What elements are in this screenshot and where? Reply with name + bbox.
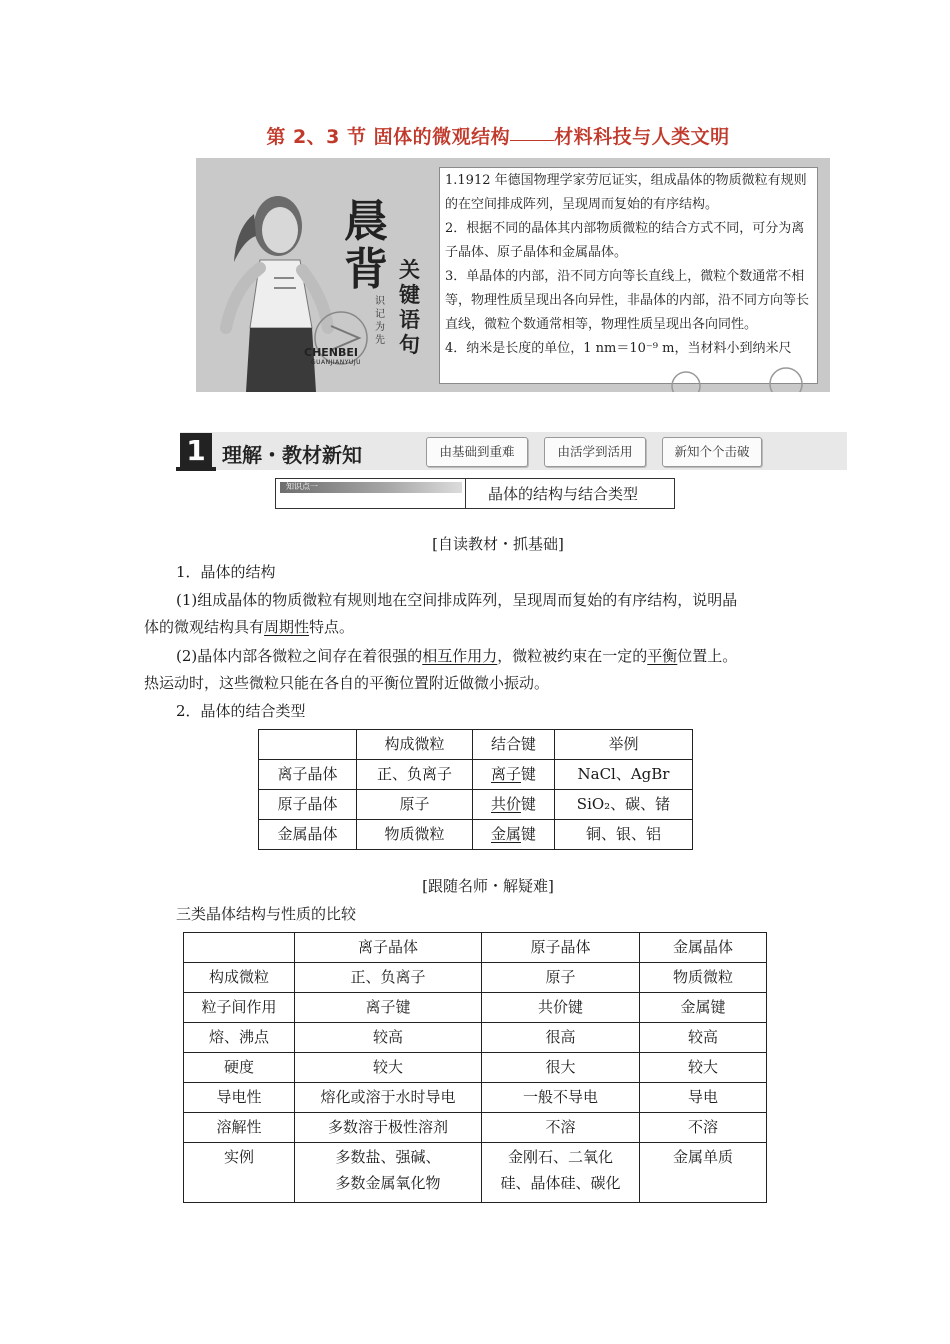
table-cell: 导电性 xyxy=(184,1083,295,1113)
table-header-cell: 离子晶体 xyxy=(295,933,482,963)
title-left: 第 2、3 节 固体的微观结构 xyxy=(266,126,511,148)
knowledge-tag xyxy=(280,482,462,493)
section-number: 1 xyxy=(180,433,212,469)
table-cell: 原子 xyxy=(357,790,473,820)
paragraph-2-line-2: 热运动时，这些微粒只能在各自的平衡位置附近做微小振动。 xyxy=(144,674,550,692)
page-title xyxy=(0,122,950,149)
table-cell: SiO₂、碳、锗 xyxy=(555,790,693,820)
table-cell: 多数溶于极性溶剂 xyxy=(295,1113,482,1143)
table-cell xyxy=(482,1143,640,1203)
table-cell: 构成微粒 xyxy=(184,963,295,993)
paragraph-2-line-1 xyxy=(176,646,737,666)
big-char-1: 晨 xyxy=(344,196,388,247)
table-row xyxy=(184,1053,767,1083)
small-char-3: 语 xyxy=(399,308,420,332)
table-row xyxy=(184,1113,767,1143)
cell-line: 硅、晶体硅、碳化 xyxy=(500,1174,621,1192)
table-header-cell: 结合键 xyxy=(473,730,555,760)
cell-line: 金刚石、二氧化 xyxy=(507,1148,613,1166)
table-cell: 较高 xyxy=(295,1023,482,1053)
table-cell: 熔化或溶于水时导电 xyxy=(295,1083,482,1113)
table-cell: NaCl、AgBr xyxy=(555,760,693,790)
table-header-cell xyxy=(184,933,295,963)
pill-break-through[interactable]: 新知个个击破 xyxy=(662,437,762,467)
section-title: 理解・教材新知 xyxy=(222,443,362,467)
brand-text: CHENBEI xyxy=(304,346,358,359)
table-cell: 较大 xyxy=(640,1053,767,1083)
table-row xyxy=(259,790,693,820)
brand-subtext: GUANJIANYUJU xyxy=(311,359,361,366)
table-cell: 物质微粒 xyxy=(640,963,767,993)
section-2-heading: 2．晶体的结合类型 xyxy=(176,702,306,720)
text-span: (2)晶体内部各微粒之间存在着很强的 xyxy=(176,647,423,665)
table-cell: 较大 xyxy=(295,1053,482,1083)
title-right: 材料科技与人类文明 xyxy=(554,126,730,148)
crystal-types-table xyxy=(258,729,693,850)
chenbei-banner xyxy=(196,158,830,392)
table-row xyxy=(184,1143,767,1203)
table-cell: 共价键 xyxy=(482,993,640,1023)
knowledge-title: 晶体的结构与结合类型 xyxy=(488,485,639,503)
key-sentence: 4．纳米是长度的单位，1 nm＝10⁻⁹ m，当材料小到纳米尺 xyxy=(445,341,792,356)
table-cell xyxy=(473,820,555,850)
table-row xyxy=(184,963,767,993)
title-blank xyxy=(510,139,554,141)
small-char-4: 句 xyxy=(399,333,420,357)
table-cell: 实例 xyxy=(184,1143,295,1203)
table-cell: 不溶 xyxy=(482,1113,640,1143)
table-cell: 物质微粒 xyxy=(357,820,473,850)
banner-small-characters xyxy=(399,258,420,358)
knowledge-tag-label: 知识点一 xyxy=(286,482,318,491)
table-header-cell: 金属晶体 xyxy=(640,933,767,963)
table-row xyxy=(259,820,693,850)
key-sentence: 2．根据不同的晶体其内部物质微粒的结合方式不同，可分为离子晶体、原子晶体和金属晶体。 xyxy=(445,221,805,260)
knowledge-point-box xyxy=(275,478,675,509)
table-cell: 较高 xyxy=(640,1023,767,1053)
section-number-underline xyxy=(176,467,216,471)
answer-periodicity: 周期性 xyxy=(264,618,310,636)
table-cell: 金属晶体 xyxy=(259,820,357,850)
table-cell xyxy=(295,1143,482,1203)
table-cell: 粒子间作用 xyxy=(184,993,295,1023)
big-char-2: 背 xyxy=(344,244,388,295)
table-cell: 很大 xyxy=(482,1053,640,1083)
decorative-circles xyxy=(666,358,826,392)
key-sentence: 1.1912 年德国物理学家劳厄证实，组成晶体的物质微粒有规则的在空间排成阵列，呈现周而复始的有序结构。 xyxy=(445,173,807,212)
table-header-row xyxy=(184,933,767,963)
table-cell: 金属单质 xyxy=(640,1143,767,1203)
table-cell: 硬度 xyxy=(184,1053,295,1083)
table-header-cell: 构成微粒 xyxy=(357,730,473,760)
table-row xyxy=(184,1023,767,1053)
table-cell: 离子键 xyxy=(295,993,482,1023)
pill-learn-to-use[interactable]: 由活学到活用 xyxy=(544,437,646,467)
knowledge-tag-cell xyxy=(276,479,466,508)
follow-teacher-heading: [跟随名师・解疑难] xyxy=(422,877,554,895)
section-1-heading: 1．晶体的结构 xyxy=(176,563,276,581)
banner-big-characters xyxy=(344,198,388,294)
table-cell: 溶解性 xyxy=(184,1113,295,1143)
text-span: 位置上。 xyxy=(677,647,738,665)
table-cell: 原子 xyxy=(482,963,640,993)
answer-bond: 金属 xyxy=(490,825,521,843)
table-header-cell: 举例 xyxy=(555,730,693,760)
table-cell: 导电 xyxy=(640,1083,767,1113)
key-sentence: 3．单晶体的内部，沿不同方向等长直线上，微粒个数通常不相等，物理性质呈现出各向异性，非晶体的内部，沿不同方向等长直线，微粒个数通常相等，物理性质呈现出各向同性。 xyxy=(445,269,810,332)
table-row xyxy=(184,993,767,1023)
answer-interaction-force: 相互作用力 xyxy=(422,647,498,665)
small-char-1: 关 xyxy=(399,258,420,282)
vertical-note: 识记为先 xyxy=(375,296,385,346)
self-read-heading: [自读教材・抓基础] xyxy=(432,535,564,553)
text-span: 键 xyxy=(521,825,537,843)
table-cell: 金属键 xyxy=(640,993,767,1023)
table-cell: 原子晶体 xyxy=(259,790,357,820)
table-cell: 正、负离子 xyxy=(295,963,482,993)
text-span: 键 xyxy=(521,765,537,783)
pill-basics-to-hard[interactable]: 由基础到重难 xyxy=(426,437,528,467)
table-cell: 离子晶体 xyxy=(259,760,357,790)
paragraph-1-line-2 xyxy=(144,617,354,637)
comparison-table xyxy=(183,932,767,1203)
text-span: ，微粒被约束在一定的 xyxy=(497,647,648,665)
answer-bond: 共价 xyxy=(490,795,521,813)
text-span: 键 xyxy=(521,795,537,813)
paragraph-1-line-1: (1)组成晶体的物质微粒有规则地在空间排成阵列，呈现周而复始的有序结构，说明晶 xyxy=(176,591,738,609)
key-sentences-box xyxy=(439,167,818,384)
answer-equilibrium: 平衡 xyxy=(647,647,678,665)
table-cell xyxy=(473,760,555,790)
answer-bond: 离子 xyxy=(490,765,521,783)
table-cell: 熔、沸点 xyxy=(184,1023,295,1053)
small-char-2: 键 xyxy=(399,283,420,307)
table-cell: 正、负离子 xyxy=(357,760,473,790)
table-cell xyxy=(473,790,555,820)
text-span: 体的微观结构具有 xyxy=(144,618,265,636)
comparison-title: 三类晶体结构与性质的比较 xyxy=(176,905,357,923)
table-cell: 铜、银、铝 xyxy=(555,820,693,850)
table-row xyxy=(259,760,693,790)
cell-line: 多数盐、强碱、 xyxy=(335,1148,441,1166)
table-header-cell: 原子晶体 xyxy=(482,933,640,963)
table-cell: 很高 xyxy=(482,1023,640,1053)
table-header-cell xyxy=(259,730,357,760)
table-cell: 一般不导电 xyxy=(482,1083,640,1113)
cell-line: 多数金属氧化物 xyxy=(335,1174,441,1192)
table-row xyxy=(184,1083,767,1113)
table-cell: 不溶 xyxy=(640,1113,767,1143)
text-span: 特点。 xyxy=(309,618,355,636)
